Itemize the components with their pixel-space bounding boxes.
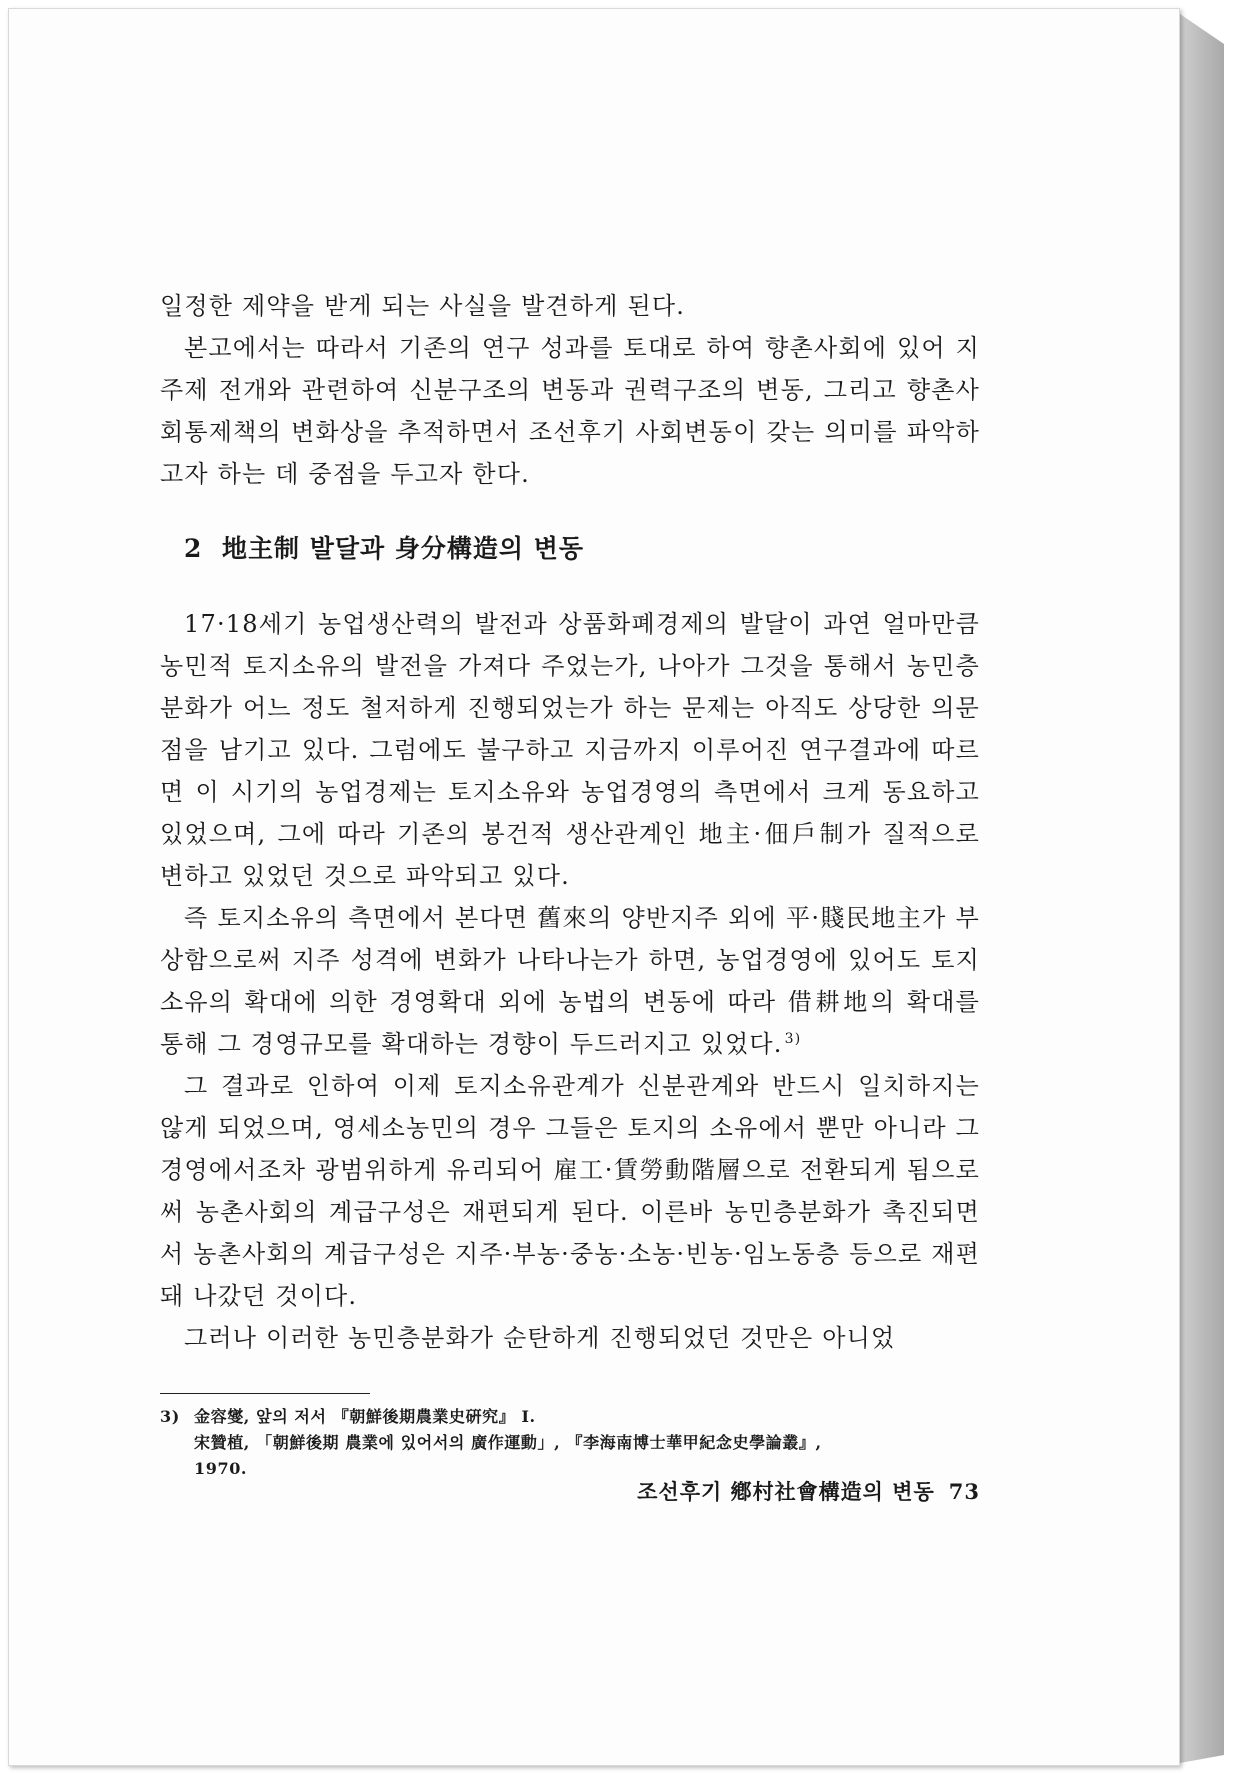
footnote-3-citation-1: 金容燮, 앞의 저서 『朝鮮後期農業史硏究』 I. <box>194 1407 536 1426</box>
footnote-mark: 3) <box>160 1407 180 1426</box>
running-footer <box>580 1476 980 1506</box>
section-paragraph-3: 그 결과로 인하여 이제 토지소유관계가 신분관계와 반드시 일치하지는 않게 되었으며, 영세소농민의 경우 그들은 토지의 소유에서 뿐만 아니라 그 경영에서조차 광범위하게 유리되어 雇工·賃勞動階層으로 전환되게 됨으로써 농촌사회의 계급구성은 재편되게 된다. 이른바 농민층분화가 촉진되면서 농촌사회의 계급구성은 지주·부농·중농·소농·빈농·임노동층 등으로 재편돼 나갔던 것이다. <box>160 1072 980 1310</box>
intro-paragraph-1: 일정한 제약을 받게 되는 사실을 발견하게 된다. <box>160 292 686 320</box>
page-body <box>160 285 980 1482</box>
section-number: 2 <box>184 534 203 563</box>
section-paragraph-1: 17·18세기 농업생산력의 발전과 상품화폐경제의 발달이 과연 얼마만큼 농민적 토지소유의 발전을 가져다 주었는가, 나아가 그것을 통해서 농민층 분화가 어느 정도 철저하게 진행되었는가 하는 문제는 아직도 상당한 의문점을 남기고 있다. 그럼에도 불구하고 지금까지 이루어진 연구결과에 따르면 이 시기의 농업경제는 토지소유와 농업경영의 측면에서 크게 동요하고 있었으며, 그에 따라 기존의 봉건적 생산관계인 地主·佃戶制가 질적으로 변하고 있었던 것으로 파악되고 있다. <box>160 610 980 890</box>
section-heading <box>184 529 980 569</box>
footnote-3-line-1 <box>160 1404 980 1430</box>
page-stack-edge <box>1180 14 1224 1763</box>
section-paragraph-4: 그러나 이러한 농민층분화가 순탄하게 진행되었던 것만은 아니었 <box>184 1324 896 1352</box>
page-number: 73 <box>948 1479 980 1504</box>
intro-paragraph-2: 본고에서는 따라서 기존의 연구 성과를 토대로 하여 향촌사회에 있어 지주제 전개와 관련하여 신분구조의 변동과 권력구조의 변동, 그리고 향촌사회통제책의 변화상을 추적하면서 조선후기 사회변동이 갖는 의미를 파악하고자 하는 데 중점을 두고자 한다. <box>160 334 980 488</box>
footnote-reference: 3) <box>784 1031 802 1047</box>
footnote-3-line-2: 宋贊植, 「朝鮮後期 農業에 있어서의 廣作運動」, 『李海南博士華甲紀念史學論叢』, <box>194 1433 822 1452</box>
running-title: 조선후기 鄕村社會構造의 변동 <box>637 1479 935 1504</box>
section-title: 地主制 발달과 身分構造의 변동 <box>222 534 585 563</box>
footnote-3-line-3: 1970. <box>194 1459 248 1478</box>
footnotes <box>160 1404 980 1482</box>
footnote-divider <box>160 1393 370 1394</box>
section-paragraph-2-text: 즉 토지소유의 측면에서 본다면 舊來의 양반지주 외에 平·賤民地主가 부상함으로써 지주 성격에 변화가 나타나는가 하면, 농업경영에 있어도 토지소유의 확대에 의한 경영확대 외에 농법의 변동에 따라 借耕地의 확대를 통해 그 경영규모를 확대하는 경향이 두드러지고 있었다. <box>160 904 980 1058</box>
section-paragraph-2 <box>160 897 980 1065</box>
